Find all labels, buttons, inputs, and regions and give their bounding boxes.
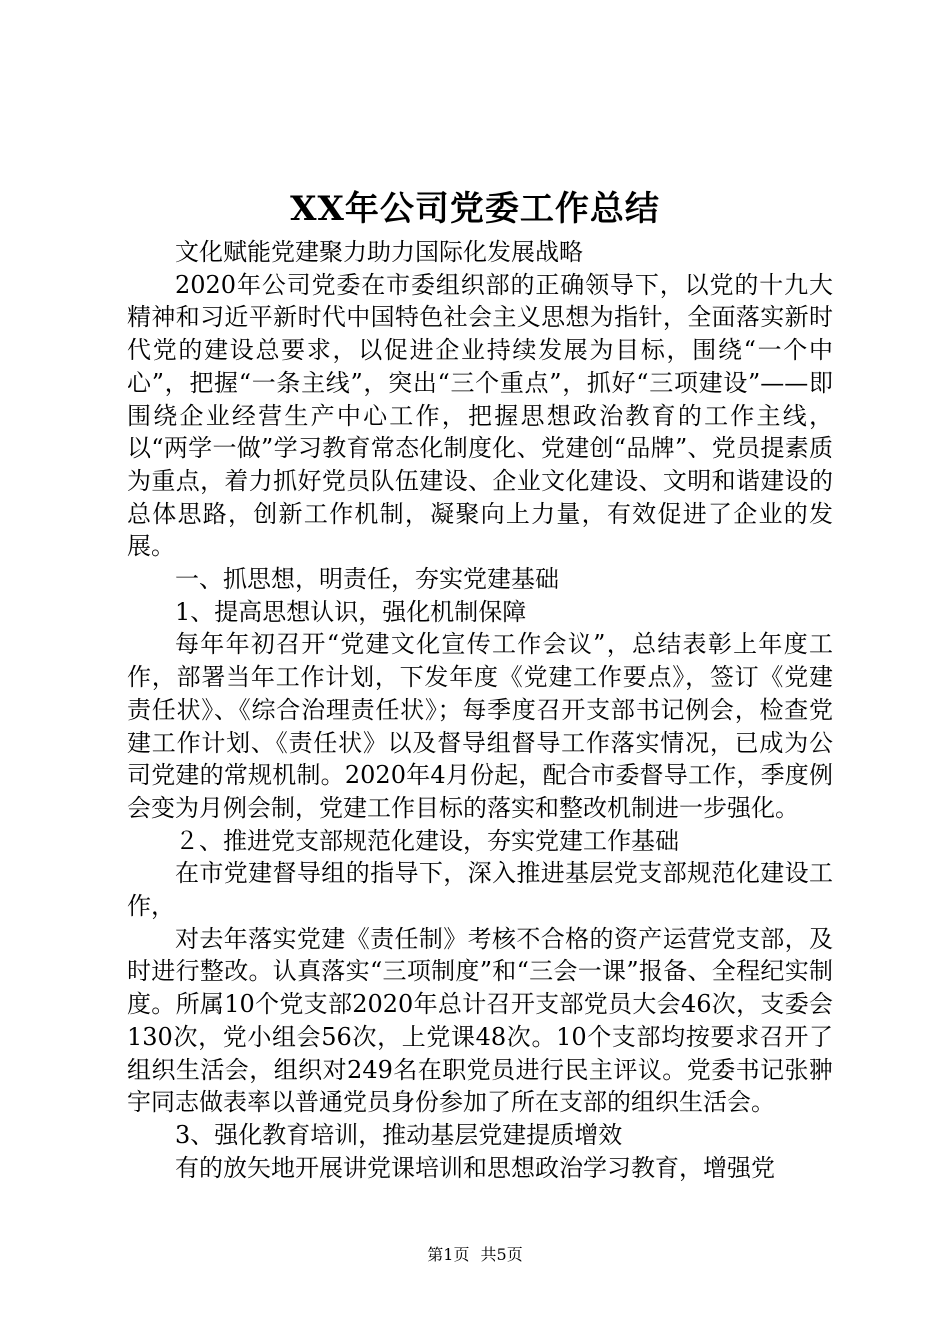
document-title: XX年公司党委工作总结 — [290, 189, 660, 229]
body-paragraph: 在市党建督导组的指导下，深入推进基层党支部规范化建设工作， — [127, 859, 833, 921]
subtitle-paragraph: 文化赋能党建聚力助力国际化发展战略 — [175, 238, 583, 266]
page-footer — [0, 1244, 950, 1266]
subsection-heading: ２、推进党支部规范化建设，夯实党建工作基础 — [175, 826, 679, 855]
page-total: 共5页 — [480, 1245, 523, 1264]
body-paragraph: 对去年落实党建《责任制》考核不合格的资产运营党支部，及时进行整改。认真落实“三项制度”和“三会一课”报备、全程纪实制度。所属10个党支部2020年总计召开支部党员大会46次，支委会130次，党小组会56次，上党课48次。10个支部均按要求召开了组织生活会，组织对249名在职党员进行民主评议。党委书记张翀宇同志做表率以普通党员身份参加了所在支部的组织生活会。 — [127, 924, 833, 1117]
subsection-heading: 3、强化教育培训，推动基层党建提质增效 — [175, 1120, 623, 1149]
page-number: 第1页 — [427, 1245, 470, 1264]
section-heading: 一、抓思想，明责任，夯实党建基础 — [175, 565, 559, 594]
subsection-heading: 1、提高思想认识，强化机制保障 — [175, 597, 527, 626]
body-paragraph: 每年年初召开“党建文化宣传工作会议”，总结表彰上年度工作，部署当年工作计划，下发年度《党建工作要点》，签订《党建责任状》、《综合治理责任状》；每季度召开支部书记例会，检查党建工作计划、《责任状》以及督导组督导工作落实情况，已成为公司党建的常规机制。2020年4月份起，配合市委督导工作，季度例会变为月例会制，党建工作目标的落实和整改机制进一步强化。 — [127, 630, 833, 822]
document-body — [127, 236, 833, 1184]
body-paragraph: 有的放矢地开展讲党课培训和思想政治学习教育，增强党 — [175, 1153, 775, 1182]
intro-paragraph: 2020年公司党委在市委组织部的正确领导下，以党的十九大精神和习近平新时代中国特色社会主义思想为指针，全面落实新时代党的建设总要求，以促进企业持续发展为目标，围绕“一个中心”，把握“一条主线”，突出“三个重点”，抓好“三项建设”——即围绕企业经营生产中心工作，把握思想政治教育的工作主线，以“两学一做”学习教育常态化制度化、党建创“品牌”、党员提素质为重点，着力抓好党员队伍建设、企业文化建设、文明和谐建设的总体思路，创新工作机制，凝聚向上力量，有效促进了企业的发展。 — [127, 270, 833, 561]
